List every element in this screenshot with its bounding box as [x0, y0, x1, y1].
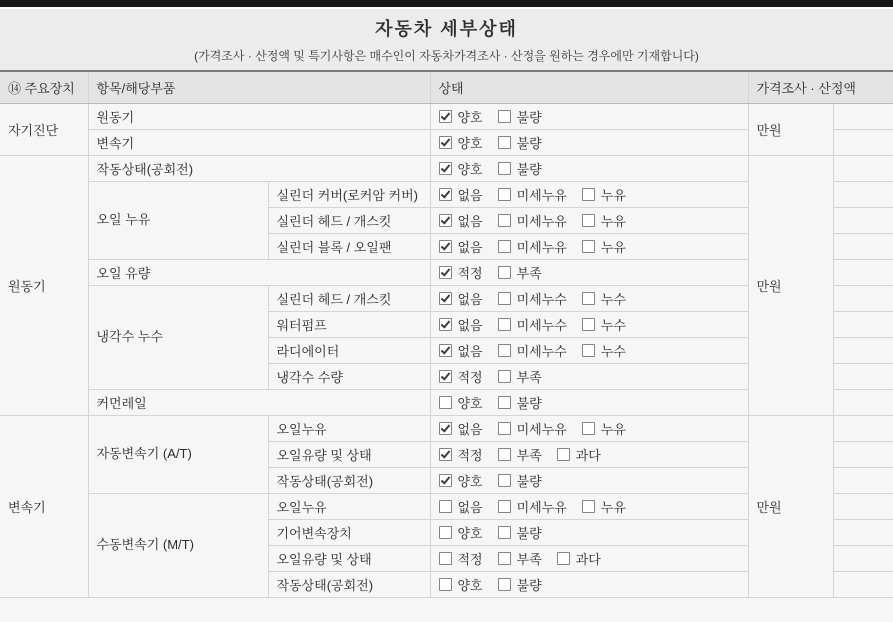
subgroup-cell-oil-leak: 오일 누유 [88, 181, 268, 259]
price-cell: 만원 [748, 103, 833, 155]
checkbox[interactable] [498, 162, 511, 175]
item-cell: 오일누유 [268, 415, 430, 441]
checkbox-option[interactable] [439, 107, 483, 126]
amount-cell [833, 441, 893, 467]
item-cell: 변속기 [88, 129, 430, 155]
status-cell [430, 311, 748, 337]
checkbox-label: 불량 [516, 109, 542, 125]
amount-cell [833, 285, 893, 311]
checkbox[interactable] [498, 370, 511, 383]
checkbox[interactable] [498, 214, 511, 227]
amount-cell [833, 233, 893, 259]
checkbox[interactable] [439, 552, 452, 565]
status-cell [430, 233, 748, 259]
checkbox-label: 적정 [457, 369, 483, 385]
checkbox-option[interactable] [498, 445, 542, 464]
checkbox[interactable] [439, 526, 452, 539]
checkbox[interactable] [498, 396, 511, 409]
status-cell [430, 259, 748, 285]
checkbox-option[interactable] [439, 523, 483, 542]
checkbox-label: 양호 [457, 525, 483, 541]
checkbox-label: 양호 [457, 135, 483, 151]
checkbox-label: 미세누수 [516, 291, 567, 307]
checkbox[interactable] [439, 214, 452, 227]
item-cell: 커먼레일 [88, 389, 430, 415]
checkbox[interactable] [498, 188, 511, 201]
checkbox[interactable] [582, 292, 595, 305]
checkbox-option[interactable] [439, 263, 483, 282]
status-cell [430, 285, 748, 311]
status-cell [430, 103, 748, 129]
amount-cell [833, 103, 893, 129]
amount-cell [833, 181, 893, 207]
checkbox-option[interactable] [498, 367, 542, 386]
status-cell [430, 363, 748, 389]
checkbox[interactable] [498, 474, 511, 487]
checkbox[interactable] [439, 422, 452, 435]
checkbox-label: 불량 [516, 161, 542, 177]
checkbox-option[interactable] [498, 185, 567, 204]
device-cell-engine: 원동기 [0, 155, 88, 415]
checkbox-label: 미세누유 [516, 499, 567, 515]
checkbox[interactable] [582, 344, 595, 357]
checkbox-label: 누유 [600, 499, 626, 515]
checkbox[interactable] [439, 448, 452, 461]
checkbox-option[interactable] [557, 549, 601, 568]
amount-cell [833, 545, 893, 571]
checkbox-option[interactable] [439, 185, 483, 204]
checkbox[interactable] [582, 500, 595, 513]
checkbox[interactable] [498, 448, 511, 461]
checkbox-label: 불량 [516, 577, 542, 593]
checkbox-label: 양호 [457, 577, 483, 593]
table-header-row [0, 71, 893, 103]
status-cell [430, 467, 748, 493]
checkbox[interactable] [498, 266, 511, 279]
checkbox-option[interactable] [439, 471, 483, 490]
checkbox-label: 미세누유 [516, 239, 567, 255]
checkbox[interactable] [439, 136, 452, 149]
checkbox-label: 적정 [457, 265, 483, 281]
checkbox[interactable] [498, 240, 511, 253]
checkbox-option[interactable] [439, 419, 483, 438]
checkbox-option[interactable] [439, 549, 483, 568]
subgroup-cell-manual: 수동변속기 (M/T) [88, 493, 268, 597]
checkbox[interactable] [582, 214, 595, 227]
form-header [0, 9, 893, 70]
checkbox-option[interactable] [498, 471, 542, 490]
price-cell: 만원 [748, 415, 833, 597]
checkbox-option[interactable] [582, 211, 626, 230]
status-cell [430, 519, 748, 545]
checkbox-label: 양호 [457, 395, 483, 411]
checkbox[interactable] [498, 318, 511, 331]
status-cell [430, 337, 748, 363]
checkbox-option[interactable] [498, 419, 567, 438]
checkbox-option[interactable] [498, 393, 542, 412]
table-row [0, 155, 893, 181]
item-cell: 원동기 [88, 103, 430, 129]
amount-cell [833, 129, 893, 155]
amount-cell [833, 259, 893, 285]
status-cell [430, 389, 748, 415]
device-cell-transmission: 변속기 [0, 415, 88, 597]
checkbox[interactable] [582, 240, 595, 253]
checkbox-label: 누유 [600, 239, 626, 255]
table-row [0, 415, 893, 441]
checkbox-label: 불량 [516, 395, 542, 411]
checkbox-option[interactable] [557, 445, 601, 464]
checkbox-option[interactable] [582, 237, 626, 256]
checkbox-label: 미세누유 [516, 187, 567, 203]
condition-table [0, 70, 893, 598]
item-cell: 오일누유 [268, 493, 430, 519]
page-title: 자동차 세부상태 [375, 19, 518, 39]
checkbox-option[interactable] [582, 185, 626, 204]
checkbox-label: 누유 [600, 187, 626, 203]
checkbox-option[interactable] [498, 497, 567, 516]
status-cell [430, 415, 748, 441]
checkbox[interactable] [439, 578, 452, 591]
checkbox-label: 미세누유 [516, 213, 567, 229]
checkbox[interactable] [439, 240, 452, 253]
checkbox[interactable] [439, 474, 452, 487]
checkbox-option[interactable] [498, 575, 542, 594]
checkbox-option[interactable] [498, 289, 567, 308]
checkbox-label: 없음 [457, 343, 483, 359]
checkbox-label: 미세누수 [516, 343, 567, 359]
checkbox-label: 누수 [600, 343, 626, 359]
checkbox[interactable] [498, 136, 511, 149]
amount-cell [833, 493, 893, 519]
item-cell: 워터펌프 [268, 311, 430, 337]
table-row [0, 103, 893, 129]
checkbox[interactable] [439, 370, 452, 383]
checkbox-label: 불량 [516, 525, 542, 541]
checkbox-label: 적정 [457, 447, 483, 463]
checkbox-option[interactable] [439, 315, 483, 334]
checkbox-option[interactable] [582, 419, 626, 438]
checkbox[interactable] [498, 552, 511, 565]
amount-cell [833, 467, 893, 493]
price-cell: 만원 [748, 155, 833, 415]
amount-cell [833, 363, 893, 389]
checkbox-label: 미세누유 [516, 421, 567, 437]
checkbox-option[interactable] [498, 315, 567, 334]
checkbox[interactable] [498, 292, 511, 305]
checkbox[interactable] [439, 266, 452, 279]
checkbox[interactable] [439, 110, 452, 123]
checkbox[interactable] [439, 500, 452, 513]
checkbox-label: 부족 [516, 551, 542, 567]
checkbox[interactable] [439, 162, 452, 175]
col-header-item: 항목/해당부품 [88, 71, 430, 103]
status-cell [430, 441, 748, 467]
amount-cell [833, 207, 893, 233]
item-cell: 작동상태(공회전) [268, 571, 430, 597]
checkbox-label: 과다 [575, 551, 601, 567]
checkbox[interactable] [557, 448, 570, 461]
checkbox-option[interactable] [498, 341, 567, 360]
item-cell: 오일유량 및 상태 [268, 545, 430, 571]
checkbox[interactable] [498, 526, 511, 539]
item-cell: 실린더 헤드 / 개스킷 [268, 285, 430, 311]
item-cell: 오일유량 및 상태 [268, 441, 430, 467]
status-cell [430, 181, 748, 207]
checkbox-label: 없음 [457, 291, 483, 307]
checkbox-label: 없음 [457, 239, 483, 255]
status-cell [430, 493, 748, 519]
item-cell: 작동상태(공회전) [88, 155, 430, 181]
checkbox-label: 양호 [457, 109, 483, 125]
checkbox-label: 누유 [600, 421, 626, 437]
checkbox[interactable] [439, 318, 452, 331]
top-divider [0, 0, 893, 7]
checkbox-option[interactable] [439, 159, 483, 178]
status-cell [430, 155, 748, 181]
checkbox-option[interactable] [498, 523, 542, 542]
amount-cell [833, 337, 893, 363]
checkbox[interactable] [439, 292, 452, 305]
checkbox-label: 없음 [457, 499, 483, 515]
status-cell [430, 129, 748, 155]
amount-cell [833, 571, 893, 597]
item-cell: 오일 유량 [88, 259, 430, 285]
checkbox[interactable] [498, 344, 511, 357]
checkbox-label: 없음 [457, 317, 483, 333]
checkbox[interactable] [582, 318, 595, 331]
item-cell: 실린더 블록 / 오일팬 [268, 233, 430, 259]
checkbox-option[interactable] [439, 393, 483, 412]
col-header-device: ⑭ 주요장치 [0, 71, 88, 103]
checkbox-option[interactable] [582, 341, 626, 360]
checkbox-label: 없음 [457, 213, 483, 229]
checkbox-option[interactable] [439, 341, 483, 360]
checkbox-label: 부족 [516, 447, 542, 463]
checkbox-option[interactable] [498, 237, 567, 256]
checkbox-option[interactable] [498, 159, 542, 178]
checkbox-option[interactable] [498, 107, 542, 126]
checkbox[interactable] [439, 344, 452, 357]
checkbox-label: 부족 [516, 369, 542, 385]
checkbox[interactable] [498, 422, 511, 435]
checkbox-label: 양호 [457, 161, 483, 177]
checkbox-label: 부족 [516, 265, 542, 281]
item-cell: 작동상태(공회전) [268, 467, 430, 493]
checkbox-option[interactable] [439, 237, 483, 256]
col-header-status: 상태 [430, 71, 748, 103]
checkbox-option[interactable] [582, 497, 626, 516]
checkbox-option[interactable] [439, 445, 483, 464]
checkbox-option[interactable] [498, 133, 542, 152]
checkbox[interactable] [439, 396, 452, 409]
checkbox-label: 양호 [457, 473, 483, 489]
checkbox-option[interactable] [498, 211, 567, 230]
checkbox-label: 불량 [516, 135, 542, 151]
checkbox-label: 누수 [600, 317, 626, 333]
checkbox-label: 누유 [600, 213, 626, 229]
checkbox-option[interactable] [439, 367, 483, 386]
checkbox-option[interactable] [439, 497, 483, 516]
col-header-price: 가격조사 · 산정액 [748, 71, 893, 103]
checkbox-label: 불량 [516, 473, 542, 489]
checkbox[interactable] [582, 188, 595, 201]
subgroup-cell-coolant-leak: 냉각수 누수 [88, 285, 268, 389]
device-cell-self-diagnosis: 자기진단 [0, 103, 88, 155]
checkbox-option[interactable] [498, 263, 542, 282]
checkbox-option[interactable] [439, 133, 483, 152]
amount-cell [833, 519, 893, 545]
item-cell: 실린더 커버(로커암 커버) [268, 181, 430, 207]
checkbox-label: 과다 [575, 447, 601, 463]
subgroup-cell-automatic: 자동변속기 (A/T) [88, 415, 268, 493]
checkbox[interactable] [498, 500, 511, 513]
checkbox-option[interactable] [439, 289, 483, 308]
checkbox[interactable] [439, 188, 452, 201]
checkbox[interactable] [498, 578, 511, 591]
amount-cell [833, 155, 893, 181]
item-cell: 라디에이터 [268, 337, 430, 363]
checkbox-option[interactable] [498, 549, 542, 568]
status-cell [430, 545, 748, 571]
item-cell: 기어변속장치 [268, 519, 430, 545]
checkbox[interactable] [557, 552, 570, 565]
checkbox-option[interactable] [439, 575, 483, 594]
checkbox-option[interactable] [582, 289, 626, 308]
checkbox[interactable] [582, 422, 595, 435]
amount-cell [833, 415, 893, 441]
status-cell [430, 207, 748, 233]
amount-cell [833, 311, 893, 337]
status-cell [430, 571, 748, 597]
checkbox-option[interactable] [439, 211, 483, 230]
item-cell: 실린더 헤드 / 개스킷 [268, 207, 430, 233]
checkbox-label: 미세누수 [516, 317, 567, 333]
checkbox-label: 없음 [457, 421, 483, 437]
checkbox-label: 없음 [457, 187, 483, 203]
checkbox-label: 적정 [457, 551, 483, 567]
checkbox-label: 누수 [600, 291, 626, 307]
checkbox[interactable] [498, 110, 511, 123]
page-subtitle: (가격조사 · 산정액 및 특기사항은 매수인이 자동차가격조사 · 산정을 원하는 경우에만 기재합니다) [194, 49, 699, 63]
checkbox-option[interactable] [582, 315, 626, 334]
amount-cell [833, 389, 893, 415]
item-cell: 냉각수 수량 [268, 363, 430, 389]
